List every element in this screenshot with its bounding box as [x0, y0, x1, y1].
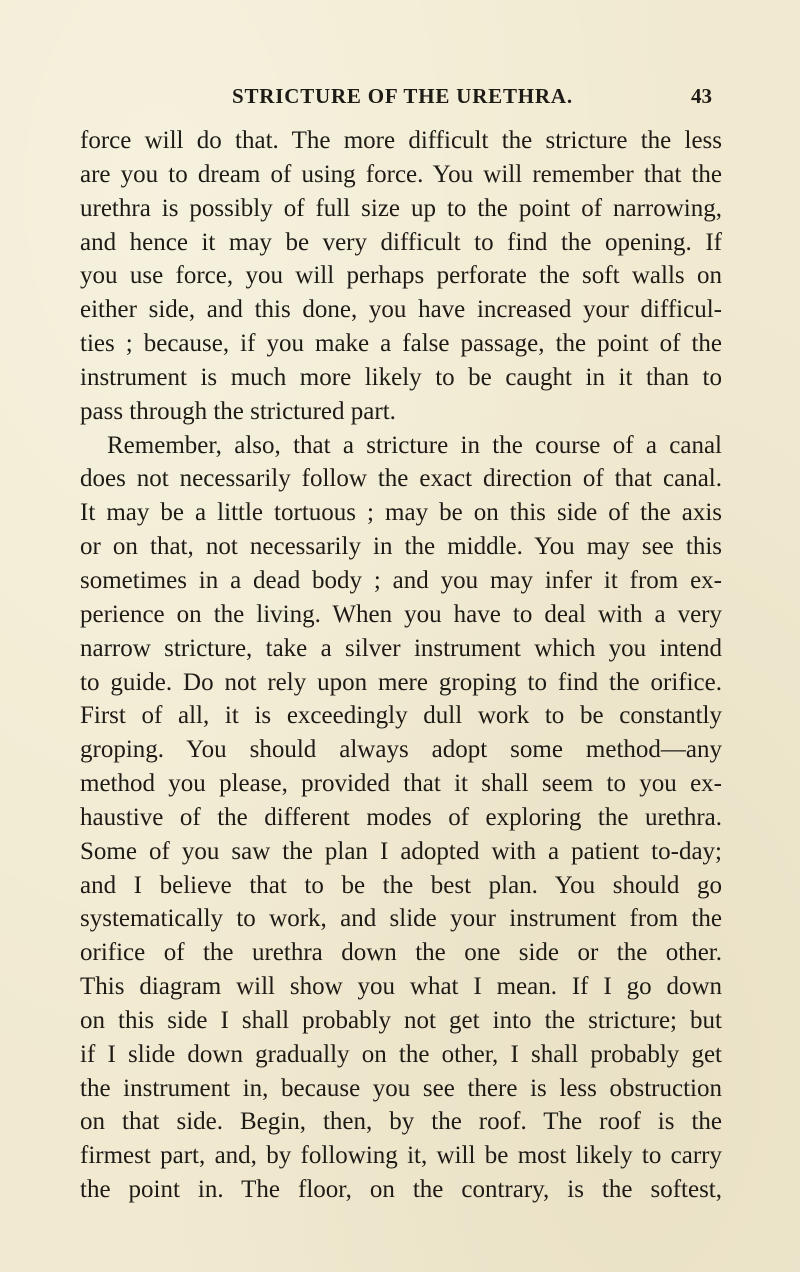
text-line: groping. You should always adopt some method—any [80, 736, 722, 764]
text-line: instrument is much more likely to be caught in it than to [80, 363, 722, 391]
text-line: force will do that. The more difficult the stricture the less [80, 127, 722, 154]
text-line: method you please, provided that it shall seem to you ex- [80, 770, 722, 798]
text-line: firmest part, and, by following it, will be most likely to carry [80, 1142, 722, 1170]
text-line: pass through the strictured part. [80, 397, 396, 425]
text-line: and hence it may be very difficult to find the opening. If [80, 228, 722, 256]
text-line: are you to dream of using force. You will remember that the [80, 160, 722, 188]
text-line: Remember, also, that a stricture in the course of a canal [107, 431, 722, 459]
text-line: sometimes in a dead body ; and you may infer it from ex- [80, 566, 722, 594]
page-number: 43 [691, 84, 712, 108]
running-header [80, 84, 720, 114]
text-line: if I slide down gradually on the other, I shall probably get [80, 1040, 722, 1068]
running-title: STRICTURE OF THE URETHRA. [232, 84, 573, 108]
text-line: It may be a little tortuous ; may be on this side of the axis [80, 499, 722, 527]
text-line: First of all, it is exceedingly dull work to be constantly [80, 702, 722, 730]
text-line: Some of you saw the plan I adopted with a patient to-day; [80, 837, 722, 865]
text-line: does not necessarily follow the exact direction of that canal. [80, 465, 722, 493]
text-line: you use force, you will perhaps perforate the soft walls on [80, 262, 722, 290]
text-line: on that side. Begin, then, by the roof. The roof is the [80, 1108, 722, 1136]
text-line: ties ; because, if you make a false passage, the point of the [80, 330, 722, 358]
text-line: orifice of the urethra down the one side or the other. [80, 939, 722, 967]
text-line: narrow stricture, take a silver instrument which you intend [80, 634, 722, 662]
body-text [80, 124, 722, 1207]
text-line: haustive of the different modes of exploring the urethra. [80, 803, 722, 831]
text-line: urethra is possibly of full size up to the point of narrowing, [80, 194, 722, 222]
text-line: to guide. Do not rely upon mere groping to find the orifice. [80, 668, 722, 696]
text-line: perience on the living. When you have to deal with a very [80, 600, 722, 628]
text-line: on this side I shall probably not get into the stricture; but [80, 1006, 722, 1034]
text-line: either side, and this done, you have increased your difficul- [80, 296, 722, 324]
text-line: the point in. The floor, on the contrary, is the softest, [80, 1176, 722, 1204]
text-line: systematically to work, and slide your instrument from the [80, 905, 722, 933]
text-line: This diagram will show you what I mean. If I go down [80, 973, 722, 1001]
text-line: or on that, not necessarily in the middle. You may see this [80, 533, 722, 561]
text-line: and I believe that to be the best plan. You should go [80, 871, 722, 899]
text-line: the instrument in, because you see there is less obstruction [80, 1074, 722, 1102]
